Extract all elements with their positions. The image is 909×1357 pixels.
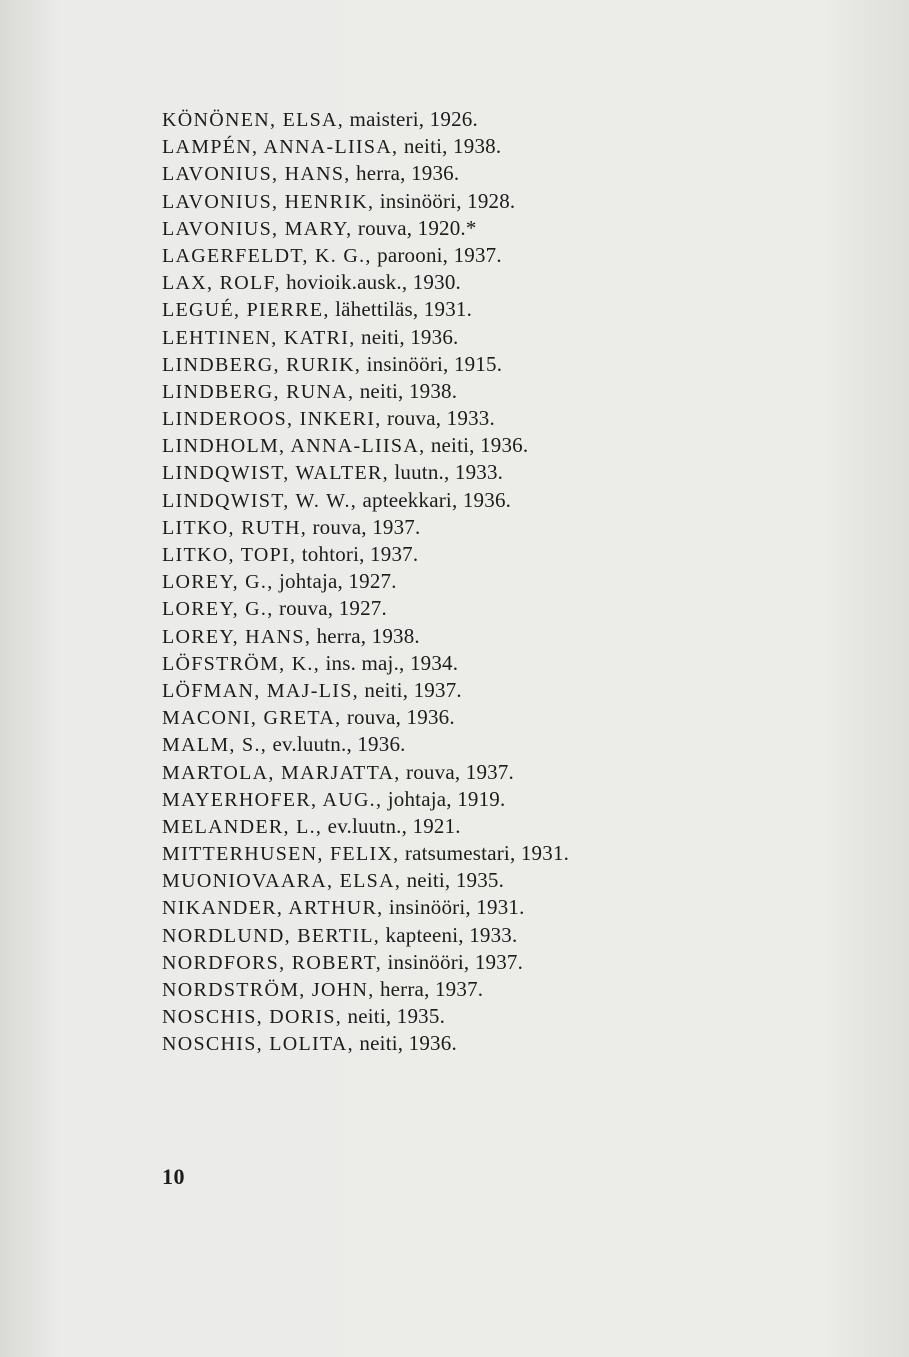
entry-details: neiti, 1938. xyxy=(398,134,502,159)
entry-details: ev.luutn., 1921. xyxy=(322,813,461,838)
entry-name: LAX, ROLF, xyxy=(162,272,281,295)
entry-details: neiti, 1935. xyxy=(401,868,505,893)
entry-name: MAYERHOFER, AUG., xyxy=(162,788,383,811)
entry-details: ev.luutn., 1936. xyxy=(267,732,406,757)
entry-name: LOREY, HANS, xyxy=(162,625,312,648)
entry-name: LINDQWIST, WALTER, xyxy=(162,462,389,485)
entry-details: herra, 1938. xyxy=(311,623,420,648)
entry-details: ins. maj., 1934. xyxy=(320,650,459,675)
entry-name: LINDBERG, RUNA, xyxy=(162,380,355,403)
list-item xyxy=(162,459,862,486)
entry-name: LINDEROOS, INKERI, xyxy=(162,408,382,431)
entry-name: LEGUÉ, PIERRE, xyxy=(162,299,330,322)
entry-name: NIKANDER, ARTHUR, xyxy=(162,897,384,920)
list-item xyxy=(162,922,862,949)
entry-details: herra, 1936. xyxy=(350,161,460,186)
list-item xyxy=(162,786,862,813)
member-list xyxy=(162,106,862,1058)
entry-details: rouva, 1937. xyxy=(400,759,514,784)
list-item xyxy=(162,215,862,242)
entry-name: MUONIOVAARA, ELSA, xyxy=(162,870,402,893)
entry-name: NORDSTRÖM, JOHN, xyxy=(162,979,375,1001)
entry-name: LOREY, G., xyxy=(162,571,274,594)
entry-name: LINDHOLM, ANNA-LIISA, xyxy=(162,435,426,458)
entry-name: MALM, S., xyxy=(162,734,268,757)
entry-name: MITTERHUSEN, FELIX, xyxy=(162,843,400,866)
list-item xyxy=(162,514,862,541)
list-item xyxy=(162,269,862,296)
entry-details: hovioik.ausk., 1930. xyxy=(280,270,461,295)
entry-details: neiti, 1937. xyxy=(358,677,462,702)
entry-name: LÖFSTRÖM, K., xyxy=(162,652,321,675)
entry-name: LAVONIUS, MARY, xyxy=(162,217,353,240)
entry-details: insinööri, 1915. xyxy=(361,351,503,376)
entry-details: insinööri, 1931. xyxy=(383,895,525,920)
entry-details: ratsumestari, 1931. xyxy=(399,841,570,866)
list-item xyxy=(162,133,862,160)
entry-details: rouva, 1936. xyxy=(341,705,455,730)
list-item xyxy=(162,1030,862,1057)
list-item xyxy=(162,378,862,405)
entry-details: neiti, 1935. xyxy=(342,1004,446,1029)
entry-name: MARTOLA, MARJATTA, xyxy=(162,761,401,784)
list-item xyxy=(162,976,862,1003)
list-item xyxy=(162,1003,862,1030)
entry-details: apteekkari, 1936. xyxy=(357,487,512,512)
list-item xyxy=(162,677,862,704)
list-item xyxy=(162,623,862,650)
entry-name: LITKO, TOPI, xyxy=(162,544,297,566)
entry-name: LOREY, G., xyxy=(162,598,274,621)
entry-details: neiti, 1936. xyxy=(425,433,529,458)
list-item xyxy=(162,541,862,568)
entry-name: NOSCHIS, DORIS, xyxy=(162,1006,343,1029)
entry-details: johtaja, 1927. xyxy=(273,569,397,594)
list-item xyxy=(162,731,862,758)
entry-name: MACONI, GRETA, xyxy=(162,707,342,730)
entry-name: LAVONIUS, HANS, xyxy=(162,163,351,186)
entry-details: neiti, 1936. xyxy=(353,1031,457,1056)
list-item xyxy=(162,704,862,731)
entry-name: LINDBERG, RURIK, xyxy=(162,353,362,376)
list-item xyxy=(162,949,862,976)
list-item xyxy=(162,160,862,187)
entry-name: KÖNÖNEN, ELSA, xyxy=(162,109,345,131)
entry-details: maisteri, 1926. xyxy=(344,107,478,131)
list-item xyxy=(162,106,862,133)
entry-name: NORDLUND, BERTIL, xyxy=(162,924,381,947)
entry-details: insinööri, 1928. xyxy=(374,188,516,213)
entry-name: LEHTINEN, KATRI, xyxy=(162,326,356,349)
list-item xyxy=(162,568,862,595)
entry-name: LAMPÉN, ANNA-LIISA, xyxy=(162,136,399,159)
entry-details: lähettiläs, 1931. xyxy=(329,297,473,322)
entry-details: neiti, 1936. xyxy=(355,324,459,349)
entry-details: kapteeni, 1933. xyxy=(380,922,518,947)
entry-name: MELANDER, L., xyxy=(162,815,323,838)
list-item xyxy=(162,840,862,867)
list-item xyxy=(162,405,862,432)
list-item xyxy=(162,759,862,786)
entry-name: LÖFMAN, MAJ-LIS, xyxy=(162,679,359,702)
list-item xyxy=(162,432,862,459)
list-item xyxy=(162,894,862,921)
page-number: 10 xyxy=(162,1164,185,1189)
entry-details: parooni, 1937. xyxy=(371,242,502,267)
entry-details: rouva, 1937. xyxy=(307,514,421,539)
entry-details: tohtori, 1937. xyxy=(296,542,419,566)
entry-name: LAVONIUS, HENRIK, xyxy=(162,190,375,213)
entry-name: NORDFORS, ROBERT, xyxy=(162,951,383,974)
list-item xyxy=(162,242,862,269)
entry-name: LITKO, RUTH, xyxy=(162,516,308,539)
list-item xyxy=(162,650,862,677)
entry-name: NOSCHIS, LOLITA, xyxy=(162,1033,354,1056)
entry-details: johtaja, 1919. xyxy=(382,786,506,811)
entry-details: luutn., 1933. xyxy=(388,460,504,485)
list-item xyxy=(162,813,862,840)
list-item xyxy=(162,487,862,514)
list-item xyxy=(162,296,862,323)
entry-name: LAGERFELDT, K. G., xyxy=(162,244,372,267)
list-item xyxy=(162,595,862,622)
list-item xyxy=(162,867,862,894)
list-item xyxy=(162,188,862,215)
list-item xyxy=(162,351,862,378)
entry-name: LINDQWIST, W. W., xyxy=(162,489,358,512)
entry-details: neiti, 1938. xyxy=(354,378,458,403)
entry-details: herra, 1937. xyxy=(374,977,484,1001)
entry-details: rouva, 1933. xyxy=(381,406,495,431)
entry-details: rouva, 1927. xyxy=(273,596,387,621)
list-item xyxy=(162,324,862,351)
entry-details: insinööri, 1937. xyxy=(382,949,524,974)
entry-details: rouva, 1920.* xyxy=(352,215,477,240)
